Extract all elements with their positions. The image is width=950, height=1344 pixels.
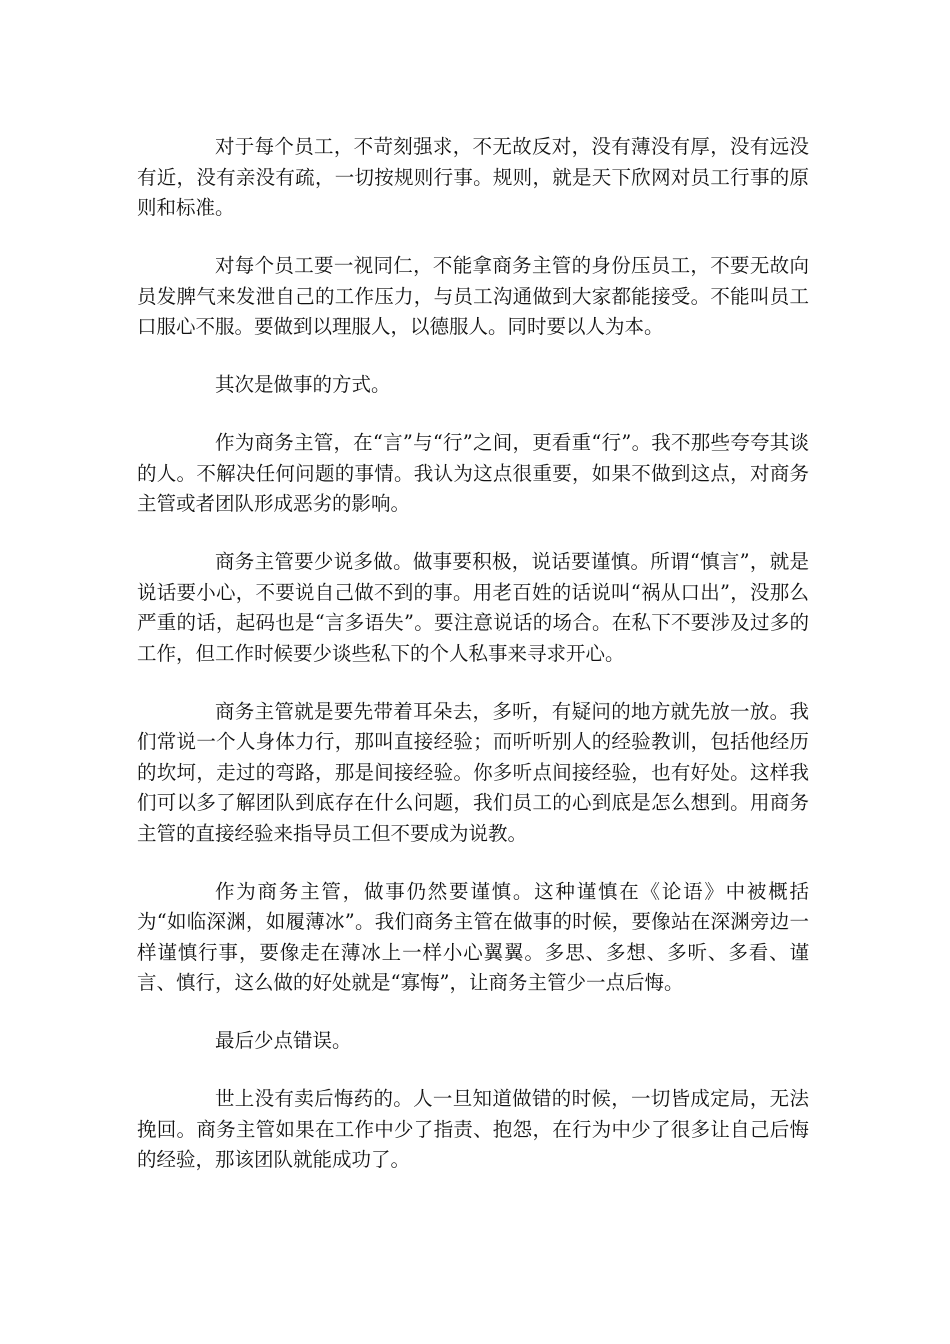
paragraph-9: 世上没有卖后悔药的。人一旦知道做错的时候，一切皆成定局，无法挽回。商务主管如果在工作中少了指责、抱怨，在行为中少了很多让自己后悔的经验，那该团队就能成功了。: [137, 1087, 809, 1171]
paragraph-2: 对每个员工要一视同仁，不能拿商务主管的身份压员工，不要无故向员发脾气来发泄自己的工作压力，与员工沟通做到大家都能接受。不能叫员工口服心不服。要做到以理服人，以德服人。同时要以人为本。: [137, 254, 809, 338]
paragraph-5: 商务主管要少说多做。做事要积极，说话要谨慎。所谓“慎言”，就是说话要小心，不要说自己做不到的事。用老百姓的话说叫“祸从口出”，没那么严重的话，起码也是“言多语失”。要注意说话的场合。在私下不要涉及过多的工作，但工作时候要少谈些私下的个人私事来寻求开心。: [137, 550, 809, 665]
paragraph-3: 其次是做事的方式。: [215, 373, 391, 396]
paragraph-8: 最后少点错误。: [215, 1029, 352, 1052]
paragraph-1: 对于每个员工，不苛刻强求，不无故反对，没有薄没有厚，没有远没有近，没有亲没有疏，一切按规则行事。规则，就是天下欣网对员工行事的原则和标准。: [137, 135, 809, 219]
paragraph-4: 作为商务主管，在“言”与“行”之间，更看重“行”。我不那些夸夸其谈的人。不解决任何问题的事情。我认为这点很重要，如果不做到这点，对商务主管或者团队形成恶劣的影响。: [137, 431, 809, 515]
paragraph-7: 作为商务主管，做事仍然要谨慎。这种谨慎在《论语》中被概括为“如临深渊，如履薄冰”。我们商务主管在做事的时候，要像站在深渊旁边一样谨慎行事，要像走在薄冰上一样小心翼翼。多思、多想、多听、多看、谨言、慎行，这么做的好处就是“寡悔”，让商务主管少一点后悔。: [137, 879, 809, 994]
paragraph-6: 商务主管就是要先带着耳朵去，多听，有疑问的地方就先放一放。我们常说一个人身体力行，那叫直接经验；而听听别人的经验教训，包括他经历的坎坷，走过的弯路，那是间接经验。你多听点间接经验，也有好处。这样我们可以多了解团队到底存在什么问题，我们员工的心到底是怎么想到。用商务主管的直接经验来指导员工但不要成为说教。: [137, 699, 809, 845]
document-body: [137, 132, 809, 1203]
